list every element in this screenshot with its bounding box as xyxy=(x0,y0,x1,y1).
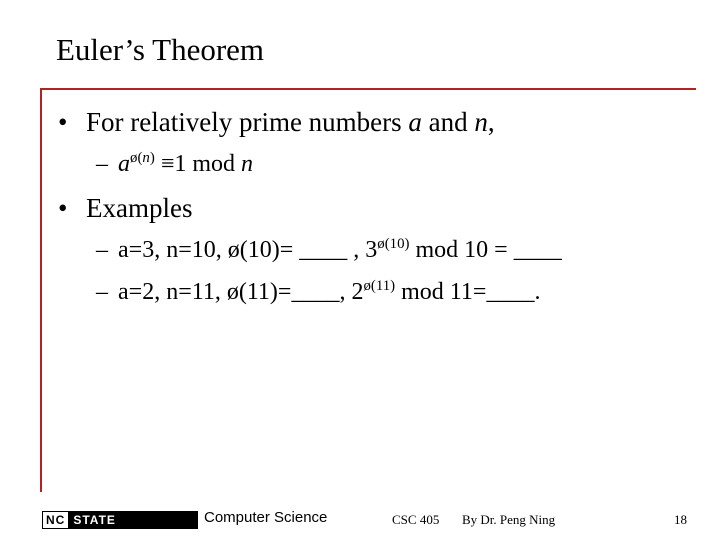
example-exponent: ø(10) xyxy=(377,235,410,252)
footer-author: By Dr. Peng Ning xyxy=(462,512,556,527)
example-2 xyxy=(96,276,540,311)
slide-footer xyxy=(0,506,720,545)
theorem-exponent: ø(n) xyxy=(130,149,155,166)
bullet-text-post: , xyxy=(487,107,495,137)
variable-a: a xyxy=(408,107,422,137)
example-text-post: mod 11=____. xyxy=(395,279,541,305)
theorem-congruence: ≡1 mod xyxy=(154,151,242,177)
theorem-modulus: n xyxy=(241,151,254,177)
slide-title: Euler’s Theorem xyxy=(56,32,265,67)
bullet-examples xyxy=(58,192,192,224)
sub-bullet-theorem xyxy=(96,148,253,183)
footer-department: Computer Science xyxy=(204,509,328,526)
bullet-relatively-prime xyxy=(58,106,495,138)
title-divider xyxy=(40,88,696,90)
page-number: 18 xyxy=(674,512,687,527)
dash-marker: – xyxy=(96,279,108,305)
footer-course: CSC 405 xyxy=(392,512,440,527)
example-1 xyxy=(96,234,562,269)
bullet-text-mid: and xyxy=(421,107,475,137)
ncsu-logo xyxy=(42,511,198,545)
logo-nc: NC xyxy=(42,511,69,529)
example-text-post: mod 10 = ____ xyxy=(409,237,562,263)
example-exponent: ø(11) xyxy=(363,277,396,294)
theorem-base: a xyxy=(118,151,130,177)
variable-n: n xyxy=(474,107,488,137)
bullet-marker: • xyxy=(58,107,68,137)
example-text: a=2, n=11, ø(11)=____, 2 xyxy=(118,279,364,305)
logo-state-university: STATE UNIVERSITY xyxy=(69,511,198,529)
bullet-text: For relatively prime numbers xyxy=(86,107,409,137)
dash-marker: – xyxy=(96,151,108,177)
dash-marker: – xyxy=(96,237,108,263)
example-text: a=3, n=10, ø(10)= ____ , 3 xyxy=(118,237,378,263)
bullet-marker: • xyxy=(58,193,68,223)
bullet-text: Examples xyxy=(86,193,193,223)
left-border-line xyxy=(40,90,42,492)
